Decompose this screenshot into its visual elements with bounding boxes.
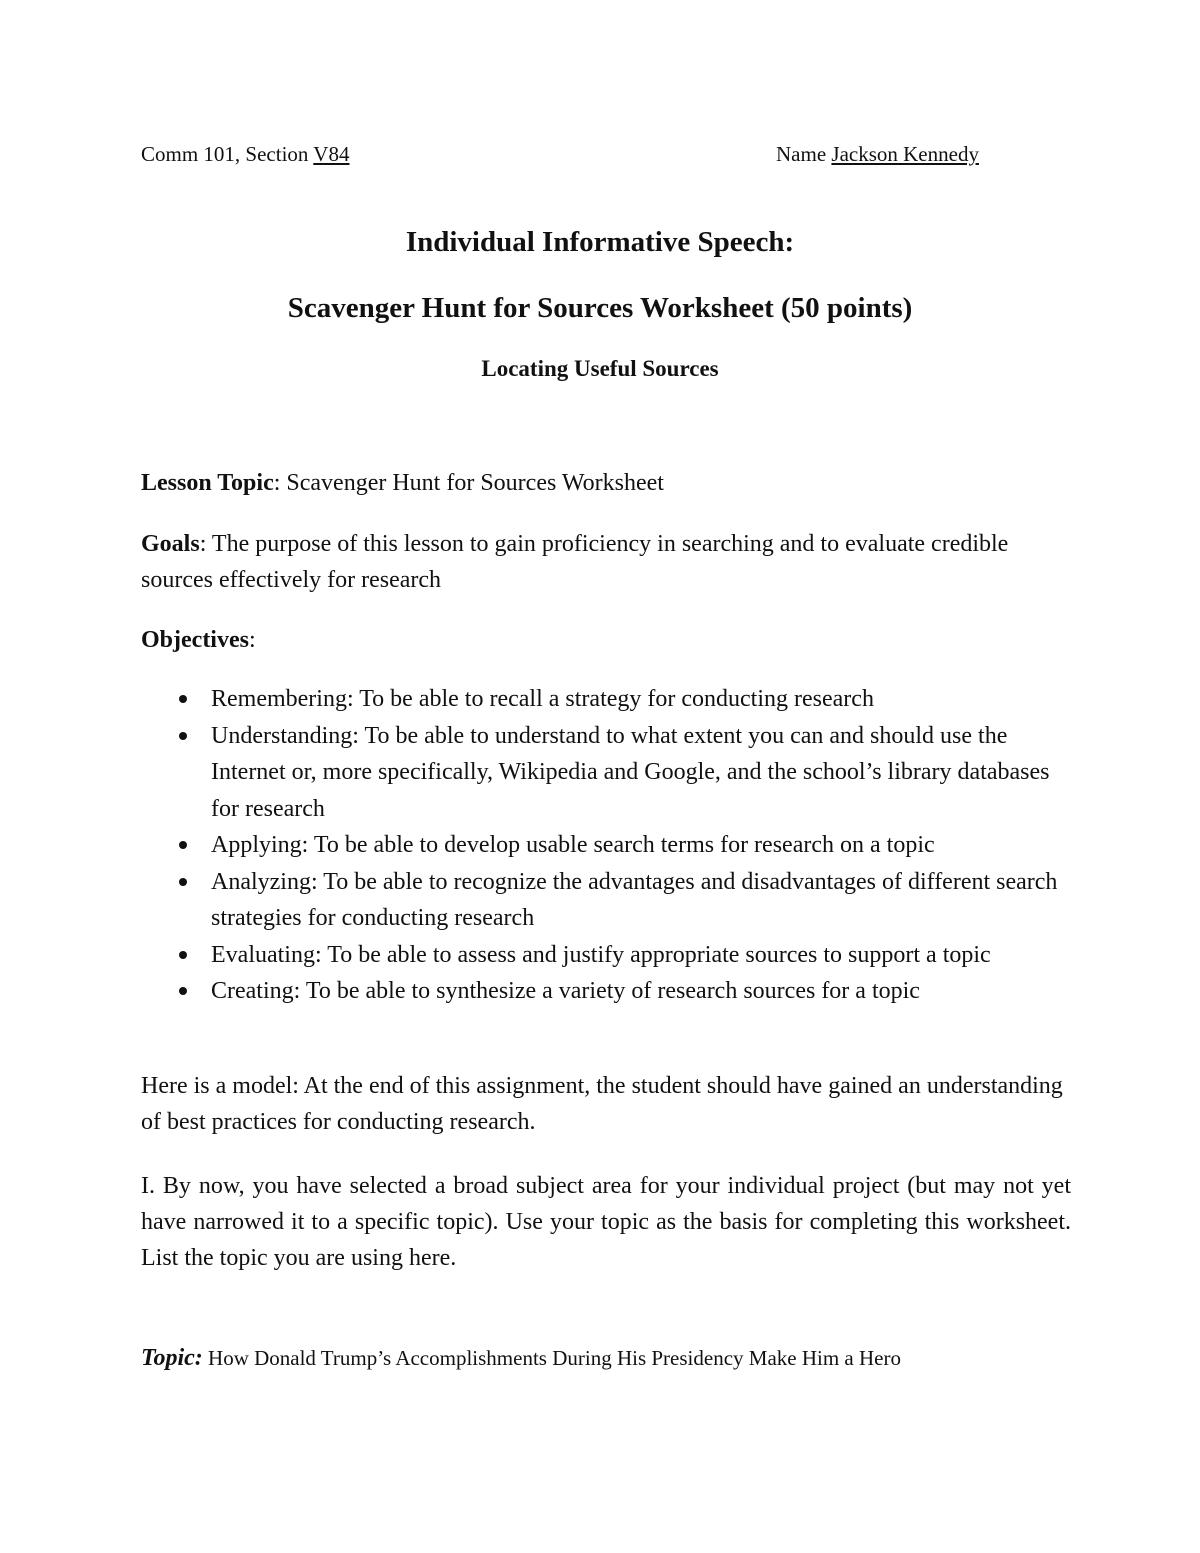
list-item [141, 937, 1071, 974]
document-subtitle: Scavenger Hunt for Sources Worksheet (50 points) [287, 292, 913, 324]
list-item [141, 681, 1071, 718]
objective-text: Remembering: To be able to recall a strategy for conducting research [211, 686, 874, 712]
topic-line [141, 1345, 901, 1372]
topic-label: Topic: [141, 1345, 203, 1371]
course-section-line [141, 142, 349, 167]
bullet-icon [179, 987, 187, 995]
list-item [141, 827, 1071, 864]
section-number: V84 [313, 142, 350, 166]
model-paragraph: Here is a model: At the end of this assignment, the student should have gained an understanding of best practices for conducting research. [141, 1073, 1063, 1135]
student-name-line [776, 142, 979, 167]
objective-text: Applying: To be able to develop usable search terms for research on a topic [211, 832, 935, 858]
list-item [141, 864, 1071, 937]
lesson-topic-label: Lesson Topic [141, 470, 274, 496]
lesson-topic-paragraph [141, 465, 1071, 501]
objective-text: Analyzing: To be able to recognize the advantages and disadvantages of different search strategies for conducting research [211, 868, 1058, 931]
name-label: Name [776, 142, 832, 166]
objective-text: Evaluating: To be able to assess and justify appropriate sources to support a topic [211, 941, 991, 968]
document-title: Individual Informative Speech: [405, 226, 795, 258]
course-prefix: Comm 101, Section [141, 142, 314, 166]
bullet-icon [179, 841, 187, 849]
bullet-icon [179, 878, 187, 886]
bullet-icon [179, 951, 187, 959]
goals-label: Goals [141, 531, 200, 557]
section-heading: Locating Useful Sources [481, 356, 719, 381]
list-item [141, 718, 1071, 828]
lesson-topic-text: : Scavenger Hunt for Sources Worksheet [273, 470, 664, 496]
goals-paragraph [141, 526, 1071, 598]
objectives-heading [141, 622, 1071, 658]
bullet-icon [179, 732, 187, 740]
objectives-list [141, 681, 1071, 1010]
objectives-label: Objectives [141, 627, 249, 653]
student-name: Jackson Kennedy [831, 142, 979, 166]
bullet-icon [179, 695, 187, 703]
objective-text: Creating: To be able to synthesize a variety of research sources for a topic [211, 978, 920, 1004]
list-item [141, 973, 1071, 1010]
topic-value: How Donald Trump’s Accomplishments During His Presidency Make Him a Hero [202, 1346, 901, 1370]
objective-text: Understanding: To be able to understand to what extent you can and should use the Internet or, more specifically, Wikipedia and Google, and the school’s library databases for research [211, 722, 1050, 822]
section-i-paragraph: I. By now, you have selected a broad subject area for your individual project (but may not yet have narrowed it to a specific topic). Use your topic as the basis for completing this worksheet. List the topic you are using here. [141, 1173, 1071, 1271]
objectives-colon: : [248, 627, 256, 653]
goals-text: : The purpose of this lesson to gain proficiency in searching and to evaluate credible sources effectively for research [141, 531, 1009, 593]
